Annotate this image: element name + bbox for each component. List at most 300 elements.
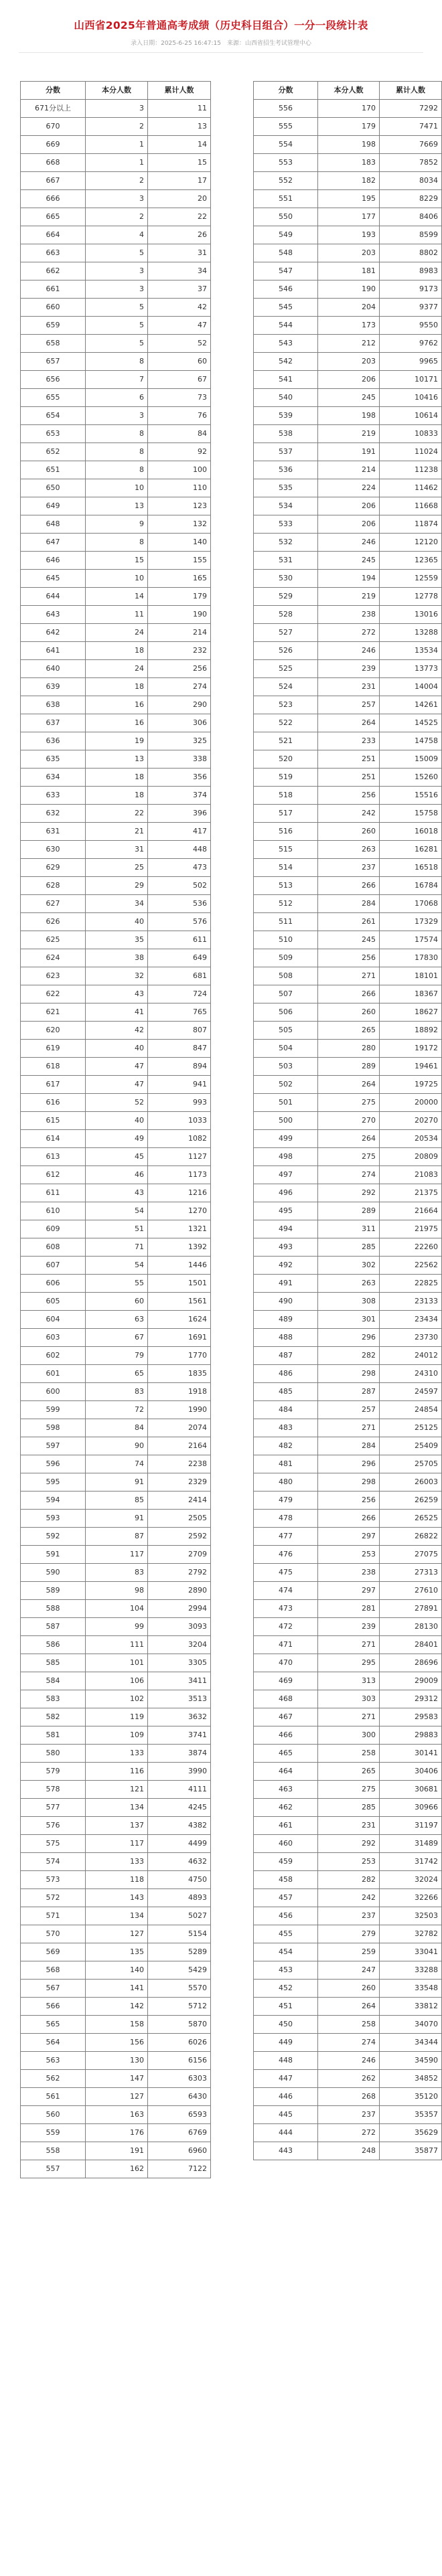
- score-cell: 580: [21, 1745, 86, 1763]
- score-cell: 665: [21, 208, 86, 226]
- cumulative-cell: 5870: [148, 2016, 211, 2034]
- table-row: [21, 1275, 211, 1293]
- table-row: [254, 497, 442, 515]
- count-cell: 237: [318, 2106, 380, 2124]
- count-cell: 45: [86, 1148, 148, 1166]
- count-cell: 193: [318, 226, 380, 244]
- count-cell: 308: [318, 1293, 380, 1311]
- table-row: [21, 154, 211, 172]
- score-cell: 581: [21, 1726, 86, 1745]
- cumulative-cell: 32024: [380, 1871, 442, 1889]
- score-cell: 505: [254, 1022, 318, 1040]
- count-cell: 237: [318, 1907, 380, 1925]
- count-cell: 170: [318, 100, 380, 118]
- score-cell: 515: [254, 841, 318, 859]
- cumulative-cell: 374: [148, 787, 211, 805]
- count-cell: 239: [318, 660, 380, 678]
- table-row: [21, 985, 211, 1003]
- count-cell: 237: [318, 859, 380, 877]
- count-cell: 258: [318, 1745, 380, 1763]
- score-cell: 630: [21, 841, 86, 859]
- cumulative-cell: 2994: [148, 1600, 211, 1618]
- score-cell: 648: [21, 515, 86, 534]
- score-cell: 450: [254, 2016, 318, 2034]
- score-cell: 496: [254, 1184, 318, 1202]
- count-cell: 203: [318, 244, 380, 262]
- score-cell: 605: [21, 1293, 86, 1311]
- score-cell: 499: [254, 1130, 318, 1148]
- score-cell: 537: [254, 443, 318, 461]
- cumulative-cell: 3513: [148, 1690, 211, 1708]
- table-row: [254, 985, 442, 1003]
- table-row: [21, 1961, 211, 1980]
- cumulative-cell: 3741: [148, 1726, 211, 1745]
- score-cell: 454: [254, 1943, 318, 1961]
- table-row: [21, 967, 211, 985]
- cumulative-cell: 7292: [380, 100, 442, 118]
- table-row: [254, 1672, 442, 1690]
- table-row: [254, 389, 442, 407]
- score-cell: 529: [254, 588, 318, 606]
- table-row: [21, 1925, 211, 1943]
- cumulative-cell: 9173: [380, 280, 442, 299]
- table-row: [21, 805, 211, 823]
- count-cell: 264: [318, 1998, 380, 2016]
- count-cell: 106: [86, 1672, 148, 1690]
- score-cell: 484: [254, 1401, 318, 1419]
- score-cell: 477: [254, 1528, 318, 1546]
- cumulative-cell: 31197: [380, 1817, 442, 1835]
- count-cell: 43: [86, 1184, 148, 1202]
- table-row: [254, 1437, 442, 1455]
- count-cell: 3: [86, 190, 148, 208]
- cumulative-cell: 8034: [380, 172, 442, 190]
- score-cell: 527: [254, 624, 318, 642]
- count-cell: 38: [86, 949, 148, 967]
- cumulative-cell: 1918: [148, 1383, 211, 1401]
- score-cell: 498: [254, 1148, 318, 1166]
- page-title: 山西省2025年普通高考成绩（历史科目组合）一分一段统计表: [74, 19, 368, 31]
- cumulative-cell: 27313: [380, 1564, 442, 1582]
- table-row: [21, 1130, 211, 1148]
- count-cell: 7: [86, 371, 148, 389]
- count-cell: 242: [318, 805, 380, 823]
- count-cell: 40: [86, 1040, 148, 1058]
- cumulative-cell: 232: [148, 642, 211, 660]
- score-cell: 555: [254, 118, 318, 136]
- cumulative-cell: 34070: [380, 2016, 442, 2034]
- table-row: [21, 2016, 211, 2034]
- score-cell: 670: [21, 118, 86, 136]
- count-cell: 24: [86, 660, 148, 678]
- score-cell: 443: [254, 2142, 318, 2160]
- cumulative-cell: 17574: [380, 931, 442, 949]
- cumulative-cell: 11: [148, 100, 211, 118]
- table-row: [254, 1347, 442, 1365]
- cumulative-cell: 11874: [380, 515, 442, 534]
- count-cell: 87: [86, 1528, 148, 1546]
- cumulative-cell: 28696: [380, 1654, 442, 1672]
- table-row: [21, 1040, 211, 1058]
- count-cell: 264: [318, 714, 380, 732]
- count-cell: 156: [86, 2034, 148, 2052]
- cumulative-cell: 12120: [380, 534, 442, 552]
- table-row: [254, 750, 442, 769]
- count-cell: 72: [86, 1401, 148, 1419]
- score-cell: 584: [21, 1672, 86, 1690]
- table-row: [254, 967, 442, 985]
- cumulative-cell: 13288: [380, 624, 442, 642]
- score-cell: 657: [21, 353, 86, 371]
- table-row: [21, 588, 211, 606]
- score-cell: 492: [254, 1257, 318, 1275]
- count-cell: 6: [86, 389, 148, 407]
- cumulative-cell: 17068: [380, 895, 442, 913]
- table-row: [21, 1817, 211, 1835]
- cumulative-cell: 29883: [380, 1726, 442, 1745]
- count-cell: 298: [318, 1365, 380, 1383]
- cumulative-cell: 31489: [380, 1835, 442, 1853]
- count-cell: 245: [318, 552, 380, 570]
- table-row: [21, 1763, 211, 1781]
- table-row: [21, 190, 211, 208]
- table-row: [21, 823, 211, 841]
- count-cell: 9: [86, 515, 148, 534]
- count-cell: 51: [86, 1220, 148, 1238]
- score-cell: 453: [254, 1961, 318, 1980]
- table-row: [254, 552, 442, 570]
- score-cell: 604: [21, 1311, 86, 1329]
- count-cell: 292: [318, 1835, 380, 1853]
- score-cell: 631: [21, 823, 86, 841]
- table-row: [254, 660, 442, 678]
- cumulative-cell: 10171: [380, 371, 442, 389]
- count-cell: 98: [86, 1582, 148, 1600]
- count-cell: 266: [318, 1510, 380, 1528]
- table-row: [254, 1817, 442, 1835]
- score-cell: 471: [254, 1636, 318, 1654]
- table-row: [254, 949, 442, 967]
- score-cell: 518: [254, 787, 318, 805]
- cumulative-cell: 2238: [148, 1455, 211, 1473]
- score-cell: 567: [21, 1980, 86, 1998]
- score-cell: 446: [254, 2088, 318, 2106]
- cumulative-cell: 356: [148, 769, 211, 787]
- table-row: [254, 1636, 442, 1654]
- count-cell: 264: [318, 1076, 380, 1094]
- score-cell: 571: [21, 1907, 86, 1925]
- cumulative-cell: 2792: [148, 1564, 211, 1582]
- score-cell: 669: [21, 136, 86, 154]
- score-cell: 644: [21, 588, 86, 606]
- table-row: [21, 118, 211, 136]
- count-cell: 263: [318, 1275, 380, 1293]
- table-row: [254, 1835, 442, 1853]
- count-cell: 18: [86, 769, 148, 787]
- table-row: [21, 1112, 211, 1130]
- score-cell: 651: [21, 461, 86, 479]
- score-cell: 601: [21, 1365, 86, 1383]
- cumulative-cell: 1501: [148, 1275, 211, 1293]
- score-cell: 589: [21, 1582, 86, 1600]
- cumulative-cell: 17: [148, 172, 211, 190]
- cumulative-cell: 34344: [380, 2034, 442, 2052]
- table-row: [21, 1726, 211, 1745]
- score-cell: 574: [21, 1853, 86, 1871]
- table-row: [21, 280, 211, 299]
- count-cell: 203: [318, 353, 380, 371]
- count-cell: 246: [318, 642, 380, 660]
- count-cell: 8: [86, 353, 148, 371]
- cumulative-cell: 2164: [148, 1437, 211, 1455]
- cumulative-cell: 19461: [380, 1058, 442, 1076]
- score-cell: 620: [21, 1022, 86, 1040]
- table-row: [254, 208, 442, 226]
- score-cell: 558: [21, 2142, 86, 2160]
- table-row: [21, 244, 211, 262]
- score-cell: 668: [21, 154, 86, 172]
- count-cell: 4: [86, 226, 148, 244]
- cumulative-cell: 5154: [148, 1925, 211, 1943]
- table-row: [254, 1401, 442, 1419]
- count-cell: 35: [86, 931, 148, 949]
- cumulative-cell: 42: [148, 299, 211, 317]
- count-cell: 190: [318, 280, 380, 299]
- count-cell: 85: [86, 1492, 148, 1510]
- score-cell: 461: [254, 1817, 318, 1835]
- cumulative-cell: 37: [148, 280, 211, 299]
- score-cell: 652: [21, 443, 86, 461]
- count-cell: 54: [86, 1257, 148, 1275]
- table-row: [254, 1582, 442, 1600]
- score-cell: 609: [21, 1220, 86, 1238]
- table-row: [254, 1781, 442, 1799]
- table-row: [21, 1220, 211, 1238]
- header-cumulative: 累计人数: [380, 82, 442, 100]
- table-row: [21, 949, 211, 967]
- table-row: [254, 190, 442, 208]
- score-cell: 554: [254, 136, 318, 154]
- table-row: [254, 2106, 442, 2124]
- count-cell: 18: [86, 678, 148, 696]
- cumulative-cell: 22260: [380, 1238, 442, 1257]
- score-cell: 511: [254, 913, 318, 931]
- score-cell: 539: [254, 407, 318, 425]
- table-row: [254, 1112, 442, 1130]
- table-row: [21, 1076, 211, 1094]
- count-cell: 79: [86, 1347, 148, 1365]
- table-row: [254, 1708, 442, 1726]
- table-row: [254, 1871, 442, 1889]
- score-cell: 476: [254, 1546, 318, 1564]
- count-cell: 275: [318, 1148, 380, 1166]
- score-cell: 455: [254, 1925, 318, 1943]
- score-cell: 473: [254, 1600, 318, 1618]
- score-cell: 510: [254, 931, 318, 949]
- count-cell: 272: [318, 2124, 380, 2142]
- table-row: [21, 1998, 211, 2016]
- count-cell: 19: [86, 732, 148, 750]
- score-cell: 582: [21, 1708, 86, 1726]
- score-cell: 636: [21, 732, 86, 750]
- cumulative-cell: 1990: [148, 1401, 211, 1419]
- table-row: [254, 1419, 442, 1437]
- cumulative-cell: 3204: [148, 1636, 211, 1654]
- table-row: [254, 1528, 442, 1546]
- cumulative-cell: 10614: [380, 407, 442, 425]
- cumulative-cell: 14004: [380, 678, 442, 696]
- count-cell: 195: [318, 190, 380, 208]
- count-cell: 13: [86, 497, 148, 515]
- count-cell: 253: [318, 1853, 380, 1871]
- count-cell: 287: [318, 1383, 380, 1401]
- table-row: [21, 859, 211, 877]
- count-cell: 117: [86, 1835, 148, 1853]
- count-cell: 270: [318, 1112, 380, 1130]
- count-cell: 1: [86, 154, 148, 172]
- cumulative-cell: 26525: [380, 1510, 442, 1528]
- count-cell: 134: [86, 1799, 148, 1817]
- publish-date: 录入日期：2025-6-25 16:47:15: [131, 40, 221, 47]
- cumulative-cell: 8229: [380, 190, 442, 208]
- score-cell: 613: [21, 1148, 86, 1166]
- cumulative-cell: 19725: [380, 1076, 442, 1094]
- cumulative-cell: 11462: [380, 479, 442, 497]
- count-cell: 41: [86, 1003, 148, 1022]
- table-row: [254, 2088, 442, 2106]
- table-row: [254, 100, 442, 118]
- cumulative-cell: 6960: [148, 2142, 211, 2160]
- cumulative-cell: 1216: [148, 1184, 211, 1202]
- score-cell: 568: [21, 1961, 86, 1980]
- score-cell: 640: [21, 660, 86, 678]
- table-row: [254, 154, 442, 172]
- cumulative-cell: 35357: [380, 2106, 442, 2124]
- count-cell: 233: [318, 732, 380, 750]
- table-row: [21, 1708, 211, 1726]
- table-row: [21, 172, 211, 190]
- table-row: [254, 1889, 442, 1907]
- cumulative-cell: 6156: [148, 2052, 211, 2070]
- count-cell: 18: [86, 787, 148, 805]
- cumulative-cell: 132: [148, 515, 211, 534]
- count-cell: 173: [318, 317, 380, 335]
- score-cell: 635: [21, 750, 86, 769]
- count-cell: 206: [318, 515, 380, 534]
- score-cell: 585: [21, 1654, 86, 1672]
- count-cell: 242: [318, 1889, 380, 1907]
- count-cell: 5: [86, 299, 148, 317]
- count-cell: 256: [318, 949, 380, 967]
- cumulative-cell: 473: [148, 859, 211, 877]
- score-cell: 501: [254, 1094, 318, 1112]
- table-row: [254, 136, 442, 154]
- cumulative-cell: 30406: [380, 1763, 442, 1781]
- count-cell: 268: [318, 2088, 380, 2106]
- cumulative-cell: 22: [148, 208, 211, 226]
- cumulative-cell: 4245: [148, 1799, 211, 1817]
- cumulative-cell: 325: [148, 732, 211, 750]
- score-cell: 586: [21, 1636, 86, 1654]
- cumulative-cell: 11024: [380, 443, 442, 461]
- cumulative-cell: 35629: [380, 2124, 442, 2142]
- cumulative-cell: 14758: [380, 732, 442, 750]
- count-cell: 133: [86, 1853, 148, 1871]
- cumulative-cell: 30141: [380, 1745, 442, 1763]
- count-cell: 83: [86, 1383, 148, 1401]
- count-cell: 21: [86, 823, 148, 841]
- count-cell: 3: [86, 407, 148, 425]
- table-row: [21, 1907, 211, 1925]
- cumulative-cell: 14: [148, 136, 211, 154]
- score-cell: 448: [254, 2052, 318, 2070]
- count-cell: 214: [318, 461, 380, 479]
- count-cell: 245: [318, 931, 380, 949]
- count-cell: 104: [86, 1600, 148, 1618]
- count-cell: 55: [86, 1275, 148, 1293]
- table-row: [21, 1437, 211, 1455]
- cumulative-cell: 9965: [380, 353, 442, 371]
- cumulative-cell: 11668: [380, 497, 442, 515]
- score-cell: 666: [21, 190, 86, 208]
- divider: [19, 52, 423, 53]
- score-cell: 570: [21, 1925, 86, 1943]
- cumulative-cell: 13: [148, 118, 211, 136]
- table-row: [254, 2016, 442, 2034]
- score-cell: 514: [254, 859, 318, 877]
- table-row: [21, 606, 211, 624]
- count-cell: 162: [86, 2160, 148, 2178]
- cumulative-cell: 179: [148, 588, 211, 606]
- table-row: [254, 1961, 442, 1980]
- score-cell: 606: [21, 1275, 86, 1293]
- cumulative-cell: 290: [148, 696, 211, 714]
- cumulative-cell: 26259: [380, 1492, 442, 1510]
- cumulative-cell: 1392: [148, 1238, 211, 1257]
- count-cell: 67: [86, 1329, 148, 1347]
- table-row: [254, 1907, 442, 1925]
- score-cell: 591: [21, 1546, 86, 1564]
- count-cell: 246: [318, 534, 380, 552]
- table-row: [254, 1040, 442, 1058]
- count-cell: 295: [318, 1654, 380, 1672]
- score-cell: 562: [21, 2070, 86, 2088]
- cumulative-cell: 84: [148, 425, 211, 443]
- table-row: [21, 1401, 211, 1419]
- cumulative-cell: 2329: [148, 1473, 211, 1492]
- count-cell: 239: [318, 1618, 380, 1636]
- table-row: [21, 1853, 211, 1871]
- table-row: [254, 1998, 442, 2016]
- cumulative-cell: 76: [148, 407, 211, 425]
- count-cell: 204: [318, 299, 380, 317]
- table-row: [254, 769, 442, 787]
- score-cell: 625: [21, 931, 86, 949]
- table-row: [21, 1455, 211, 1473]
- score-cell: 553: [254, 154, 318, 172]
- score-cell: 536: [254, 461, 318, 479]
- score-cell: 599: [21, 1401, 86, 1419]
- table-row: [254, 1202, 442, 1220]
- table-row: [21, 913, 211, 931]
- table-row: [254, 841, 442, 859]
- cumulative-cell: 4632: [148, 1853, 211, 1871]
- table-row: [21, 570, 211, 588]
- table-row: [254, 443, 442, 461]
- cumulative-cell: 9762: [380, 335, 442, 353]
- score-cell: 618: [21, 1058, 86, 1076]
- score-cell: 633: [21, 787, 86, 805]
